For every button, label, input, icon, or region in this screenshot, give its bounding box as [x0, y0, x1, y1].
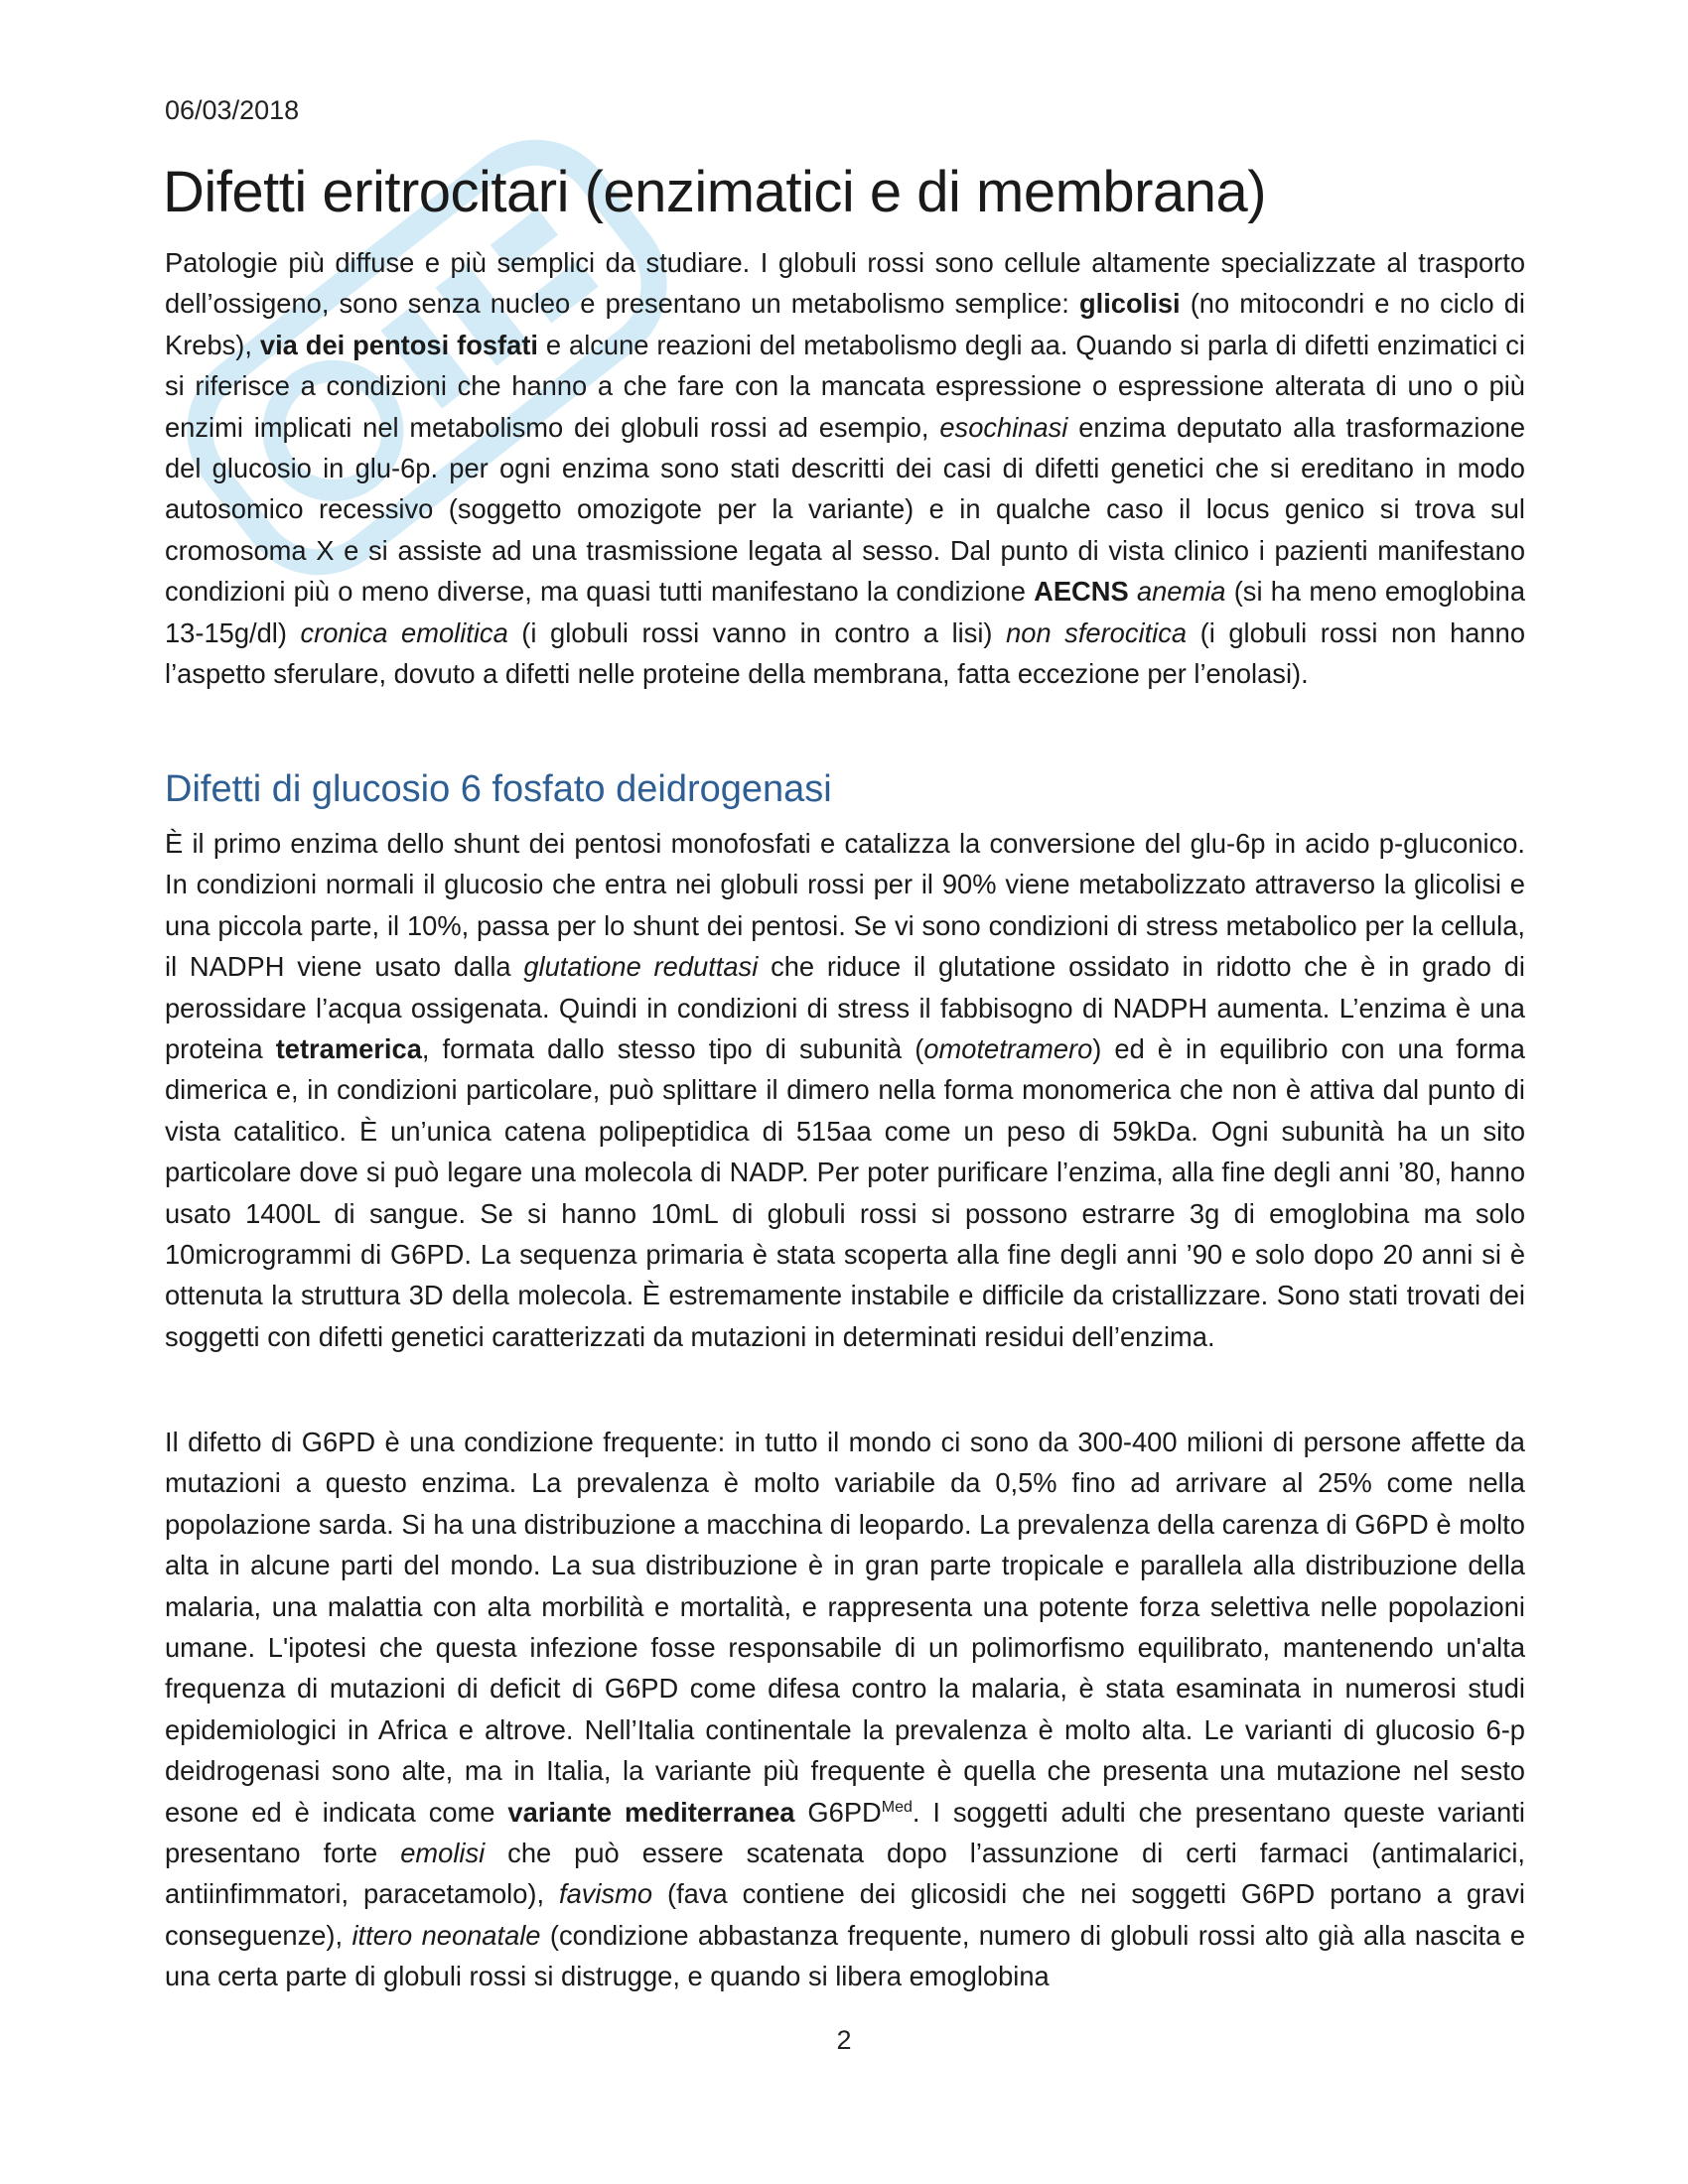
- intro-paragraph: [165, 242, 1525, 694]
- text-run: , formata dallo stesso tipo di subunità (: [421, 1033, 924, 1065]
- text-run: non sferocitica: [1006, 616, 1188, 648]
- text-run: ittero neonatale: [352, 1919, 541, 1951]
- text-run: emolisi: [400, 1838, 486, 1869]
- text-run: via dei pentosi fosfati: [259, 329, 538, 360]
- text-run: tetramerica: [275, 1033, 422, 1065]
- text-run: . I soggetti adulti che presentano queste varianti presentano forte: [165, 1796, 1525, 1869]
- text-run: È il primo enzima dello shunt dei pentosi monofosfati e catalizza la conversione del glu-6p in acido p-gluconico. In condizioni normali il glucosio che entra nei globuli rossi per il 90% viene metabolizzato attraverso la glicolisi e una piccola parte, il 10%, passa per lo shunt dei pentosi. Se vi sono condizioni di stress metabolico per la cellula, il NADPH viene usato dalla: [165, 828, 1525, 983]
- text-run: (no mitocondri e no ciclo di Krebs),: [165, 288, 1525, 360]
- text-run: enzima deputato alla trasformazione del glucosio in glu-6p. per ogni enzima sono stati descritti dei casi di difetti genetici che si ereditano in modo autosomico recessivo (soggetto omozigote per la variante) e in qualche caso il locus genico si trova sul cromosoma X e si assiste ad una trasmissione legata al sesso. Dal punto di vista clinico i pazienti manifestano condizioni più o meno diverse, ma quasi tutti manifestano la condizione: [165, 411, 1526, 608]
- text-run: che può essere scatenata dopo l’assunzione di certi farmaci (antimalarici, antiinfimmatori, paracetamolo),: [165, 1838, 1525, 1910]
- text-run: Il difetto di G6PD è una condizione frequente: in tutto il mondo ci sono da 300-400 milioni di persone affette da mutazioni a questo enzima. La prevalenza è molto variabile da 0,5% fino ad arrivare al 25% come nella popolazione sarda. Si ha una distribuzione a macchina di leopardo. La prevalenza della carenza di G6PD è molto alta in alcune parti del mondo. La sua distribuzione è in gran parte tropicale e parallela alla distribuzione della malaria, una malattia con alta morbilità e mortalità, e rappresenta una potente forza selettiva nelle popolazioni umane. L'ipotesi che questa infezione fosse responsabile di un polimorfismo equilibrato, mantenendo un'alta frequenza di mutazioni di deficit di G6PD come difesa contro la malaria, è stata esaminata in numerosi studi epidemiologici in Africa e altrove. Nell’Italia continentale la prevalenza è molto alta. Le varianti di glucosio 6-p deidrogenasi sono alte, ma in Italia, la variante più frequente è quella che presenta una mutazione nel sesto esone ed è indicata come: [165, 1427, 1525, 1828]
- text-run: (fava contiene dei glicosidi che nei soggetti G6PD portano a gravi conseguenze),: [165, 1878, 1525, 1951]
- g6pd-paragraph-1: [165, 823, 1525, 1357]
- text-run: (condizione abbastanza frequente, numero di globuli rossi alto già alla nascita e una certa parte di globuli rossi si distrugge, e quando si libera emoglobina: [165, 1919, 1526, 1992]
- text-run: favismo: [559, 1878, 653, 1910]
- text-run: glicolisi: [1078, 288, 1181, 320]
- page-number: 2: [836, 2025, 852, 2055]
- section-heading-g6pd: Difetti di glucosio 6 fosfato deidrogenasi: [165, 768, 832, 810]
- g6pd-paragraph-2: [165, 1422, 1525, 1997]
- text-run: (si ha meno emoglobina 13-15g/dl): [165, 576, 1526, 648]
- text-run: Patologie più diffuse e più semplici da studiare. I globuli rossi sono cellule altamente specializzate al trasporto dell’ossigeno, sono senza nucleo e presentano un metabolismo semplice:: [165, 247, 1525, 320]
- text-run: AECNS: [1034, 576, 1129, 608]
- text-run: e alcune reazioni del metabolismo degli aa. Quando si parla di difetti enzimatici ci si riferisce a condizioni che hanno a che fare con la mancata espressione o espressione alterata di uno o più enzimi implicati nel metabolismo dei globuli rossi ad esempio,: [165, 329, 1525, 443]
- text-run: [1129, 576, 1137, 607]
- text-run: Med: [881, 1798, 913, 1816]
- text-run: ) ed è in equilibrio con una forma dimerica e, in condizioni particolare, può splittare il dimero nella forma monomerica che non è attiva dal punto di vista catalitico. È un’unica catena polipeptidica di 515aa come un peso di 59kDa. Ogni subunità ha un sito particolare dove si può legare una molecola di NADP. Per poter purificare l’enzima, alla fine degli anni ’80, hanno usato 1400L di sangue. Se si hanno 10mL di globuli rossi si possono estrarre 3g di emoglobina ma solo 10microgrammi di G6PD. La sequenza primaria è stata scoperta alla fine degli anni ’90 e solo dopo 20 anni si è ottenuta la struttura 3D della molecola. È estremamente instabile e difficile da cristallizzare. Sono stati trovati dei soggetti con difetti genetici caratterizzati da mutazioni in determinati residui dell’enzima.: [165, 1033, 1525, 1352]
- page-title: Difetti eritrocitari (enzimatici e di membrana): [163, 160, 1267, 224]
- text-run: che riduce il glutatione ossidato in ridotto che è in grado di perossidare l’acqua ossigenata. Quindi in condizioni di stress il fabbisogno di NADPH aumenta. L’enzima è una proteina: [165, 951, 1525, 1065]
- document-date: 06/03/2018: [165, 95, 300, 125]
- text-run: G6PD: [794, 1796, 882, 1828]
- text-run: esochinasi: [939, 411, 1068, 443]
- text-run: variante mediterranea: [507, 1796, 795, 1828]
- text-run: anemia: [1136, 576, 1226, 608]
- text-run: (i globuli rossi vanno in contro a lisi): [507, 616, 1007, 648]
- text-run: omotetramero: [923, 1033, 1093, 1065]
- text-run: glutatione reduttasi: [523, 951, 759, 983]
- text-run: (i globuli rossi non hanno l’aspetto sferulare, dovuto a difetti nelle proteine della membrana, fatta eccezione per l’enolasi).: [165, 616, 1526, 690]
- text-run: cronica emolitica: [300, 616, 508, 648]
